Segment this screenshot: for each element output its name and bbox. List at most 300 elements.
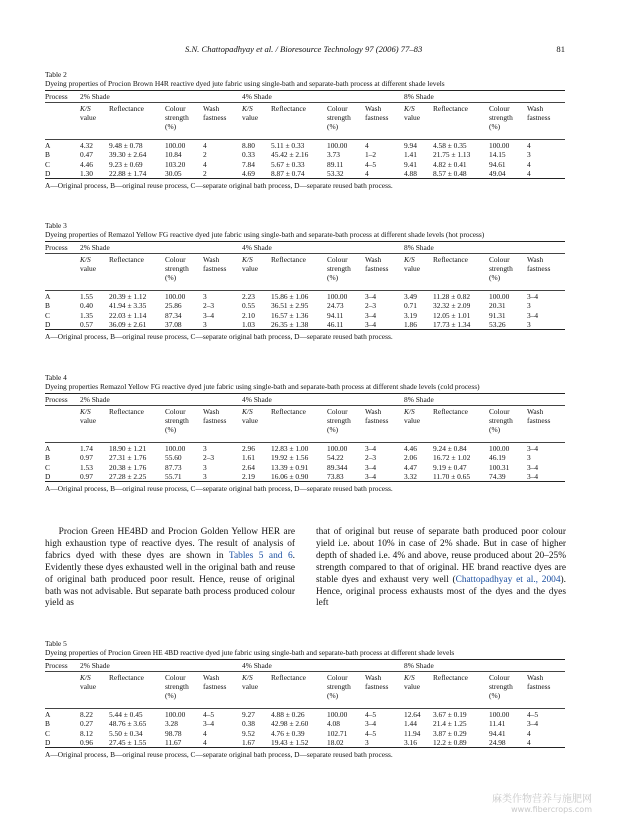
table-cell: 3: [203, 292, 207, 301]
shade-group-header: 8% Shade: [404, 92, 434, 101]
table-cell: 55.71: [165, 471, 182, 481]
table-cell: 24.98: [489, 737, 506, 747]
column-header-line: Colour: [327, 407, 348, 416]
table-cell: 4–5: [203, 710, 215, 719]
column-header-line: strength: [489, 264, 513, 273]
column-header: [203, 407, 226, 425]
column-header: [203, 255, 226, 273]
table-cell: 17.73 ± 1.34: [433, 319, 471, 329]
table-cell: 1.86: [404, 319, 417, 329]
column-header-line: Reflectance: [271, 407, 306, 416]
table-cell: 3–4: [365, 462, 377, 472]
table-cell: 8.57 ± 0.48: [433, 168, 467, 178]
column-header-line: fastness: [365, 113, 389, 122]
table-cell: 27.45 ± 1.55: [109, 737, 147, 747]
table-cell: 8.12: [80, 728, 93, 738]
table-cell: 9.27: [242, 710, 255, 719]
table-footnote: A—Original process, B—original reuse process, C—separate original bath process, D—separate reused bath process.: [45, 181, 393, 191]
table-cell: 21.4 ± 1.25: [433, 719, 467, 729]
column-header-line: K/S: [404, 407, 415, 416]
column-header-line: value: [80, 682, 97, 691]
page-number: 81: [556, 44, 565, 54]
column-header-line: (%): [327, 122, 339, 131]
table-cell: 5.11 ± 0.33: [271, 141, 305, 150]
table-cell: 12.05 ± 1.01: [433, 310, 471, 320]
table-cell: 3: [527, 319, 531, 329]
table-cell: 20.31: [489, 301, 506, 311]
column-header-line: fastness: [365, 264, 389, 273]
row-process-label: C: [45, 310, 50, 320]
table-cell: 8.22: [80, 710, 93, 719]
table-cell: 100.00: [489, 444, 510, 453]
column-header-line: (%): [489, 691, 501, 700]
table-cell: 16.57 ± 1.36: [271, 310, 309, 320]
column-header-line: strength: [489, 416, 513, 425]
body-text-right-part1: that of original but reuse of separate bath produced poor colour yield i.e. about 10% in case of 2% shade. But in case of higher depth of shaded i.e. 4% and above, reuse produced about 20–25% strength compared to that of original. HE brand reactive dyes are stable dyes and exhaust very well (: [316, 527, 566, 585]
column-header: [433, 407, 468, 416]
table-cell: 100.00: [165, 710, 186, 719]
table-cell: 12.2 ± 0.89: [433, 737, 467, 747]
data-table: [45, 393, 565, 482]
body-text-right-part2: ). Hence, original process exhausts most of the dyes and the dyes left: [316, 574, 566, 609]
shade-group-header: 8% Shade: [404, 243, 434, 252]
column-header-line: Colour: [165, 104, 186, 113]
table-cell: 94.11: [327, 310, 344, 320]
table-cell: 2.10: [242, 310, 255, 320]
column-header-line: strength: [489, 682, 513, 691]
table-cell: 10.84: [165, 150, 182, 160]
table-cell: 4–5: [365, 728, 377, 738]
table-row: [45, 710, 565, 719]
column-header-line: strength: [327, 113, 351, 122]
column-header-line: Wash: [527, 104, 544, 113]
table-cell: 4.88: [404, 168, 417, 178]
table-cell: 15.86 ± 1.06: [271, 292, 309, 301]
column-header-line: Reflectance: [109, 673, 144, 682]
column-header-line: Reflectance: [433, 407, 468, 416]
body-text-left-part2: . Evidently these dyes exhausted well in the original bath and reuse of original bath produced poor result. Hence, reuse of original bath was not advisable. But separate bath process produced colour yield as: [45, 550, 295, 609]
table-cell: 55.60: [165, 453, 182, 463]
table-caption: Dyeing properties of Remazol Yellow FG reactive dyed jute fabric using single-bath and separate-bath process at different shade levels (hot process): [45, 230, 485, 239]
table-cell: 9.24 ± 0.84: [433, 444, 467, 453]
table-cell: 3: [365, 737, 369, 747]
table-cell: 100.00: [165, 444, 186, 453]
column-header: [327, 104, 351, 131]
table-cell: 18.90 ± 1.21: [109, 444, 147, 453]
column-header-line: fastness: [203, 682, 227, 691]
table-cell: 9.94: [404, 141, 417, 150]
column-header-line: (%): [165, 425, 177, 434]
column-header: [242, 407, 258, 425]
table-cell: 3.73: [327, 150, 340, 160]
table-cell: 18.02: [327, 737, 344, 747]
column-header-line: strength: [327, 682, 351, 691]
table-cell: 3–4: [527, 444, 539, 453]
table-cell: 53.32: [327, 168, 344, 178]
table-cell: 8.87 ± 0.74: [271, 168, 305, 178]
process-header: Process: [45, 661, 68, 670]
column-header-line: K/S: [80, 104, 91, 113]
row-process-label: B: [45, 150, 50, 160]
column-header-line: (%): [327, 273, 339, 282]
column-header-line: Colour: [165, 255, 186, 264]
column-header-line: fastness: [527, 682, 551, 691]
table-cell: 3–4: [527, 719, 539, 729]
table-block: [45, 373, 565, 493]
table-cell: 0.97: [80, 471, 93, 481]
table-cell: 100.00: [165, 292, 186, 301]
table-cell: 1.30: [80, 168, 93, 178]
data-table: [45, 659, 565, 748]
table-row: [45, 444, 565, 453]
column-header-line: value: [80, 113, 97, 122]
process-header: Process: [45, 395, 68, 404]
row-process-label: B: [45, 453, 50, 463]
table-cell: 100.31: [489, 462, 510, 472]
table-row: [45, 719, 565, 728]
table-cell: 87.73: [165, 462, 182, 472]
column-header: [165, 673, 189, 700]
column-header: [404, 104, 420, 122]
table-cell: 3–4: [365, 310, 377, 320]
table-cell: 3: [203, 319, 207, 329]
table-cell: 4: [527, 159, 531, 169]
watermark-line2: www.fibercrops.com: [511, 805, 592, 814]
table-cell: 0.71: [404, 301, 417, 311]
table-cell: 0.97: [80, 453, 93, 463]
table-footnote: A—Original process, B—original reuse process, C—separate original bath process, D—separate reused bath process.: [45, 484, 393, 494]
table-row: [45, 169, 565, 178]
row-process-label: D: [45, 319, 51, 329]
table-cell: 2.64: [242, 462, 255, 472]
table-cell: 3.16: [404, 737, 417, 747]
table-cell: 1.35: [80, 310, 93, 320]
column-header-line: Reflectance: [433, 104, 468, 113]
row-process-label: B: [45, 301, 50, 311]
table-cell: 36.51 ± 2.95: [271, 301, 309, 311]
column-header: [527, 407, 550, 425]
table-cell: 4.46: [80, 159, 93, 169]
column-header-line: strength: [327, 416, 351, 425]
column-header-line: strength: [165, 682, 189, 691]
table-row: [45, 463, 565, 472]
shade-group-header: 2% Shade: [80, 243, 110, 252]
column-header: [165, 407, 189, 434]
column-header-line: fastness: [203, 264, 227, 273]
column-header-line: Colour: [327, 104, 348, 113]
table-row: [45, 453, 565, 462]
table-cell: 2.06: [404, 453, 417, 463]
table-cell: 46.19: [489, 453, 506, 463]
table-cell: 100.00: [327, 444, 348, 453]
column-header-line: fastness: [365, 416, 389, 425]
table-cell: 4: [527, 168, 531, 178]
table-cell: 1.61: [242, 453, 255, 463]
table-cell: 32.32 ± 2.09: [433, 301, 471, 311]
table-cell: 4: [203, 141, 207, 150]
column-header-line: Wash: [365, 407, 382, 416]
column-header: [327, 673, 351, 700]
table-body: [45, 708, 565, 747]
row-process-label: D: [45, 471, 51, 481]
table-cell: 9.41: [404, 159, 417, 169]
column-header: [203, 673, 226, 691]
column-header: [109, 673, 144, 682]
row-process-label: C: [45, 159, 50, 169]
table-cell: 0.55: [242, 301, 255, 311]
table-cell: 4.76 ± 0.39: [271, 728, 305, 738]
column-header-line: (%): [165, 273, 177, 282]
column-header-line: Wash: [527, 407, 544, 416]
shade-group-header: 4% Shade: [242, 243, 272, 252]
table-subheader-row: [45, 671, 565, 708]
column-header: [165, 104, 189, 131]
table-cell: 89.11: [327, 159, 344, 169]
column-header: [365, 255, 388, 273]
table-cell: 3: [527, 150, 531, 160]
table-cell: 94.41: [489, 728, 506, 738]
column-header-line: strength: [327, 264, 351, 273]
row-process-label: B: [45, 719, 50, 729]
table-cell: 3–4: [527, 310, 539, 320]
table-cell: 100.00: [327, 710, 348, 719]
table-cell: 89.344: [327, 462, 348, 472]
table-caption: Dyeing properties of Procion Brown H4R reactive dyed jute fabric using single-bath and separate-bath process at different shade levels: [45, 79, 445, 88]
column-header-line: Wash: [527, 255, 544, 264]
table-caption: Dyeing properties of Procion Green HE 4BD reactive dyed jute fabric using single-bath and separate-bath process at different shade levels: [45, 648, 455, 657]
column-header: [271, 673, 306, 682]
column-header-line: value: [404, 113, 421, 122]
table-cell: 12.83 ± 1.00: [271, 444, 309, 453]
table-cell: 3–4: [203, 310, 215, 320]
table-cell: 2.23: [242, 292, 255, 301]
table-footnote: A—Original process, B—original reuse process, C—separate original bath process, D—separate reused bath process.: [45, 332, 393, 342]
table-cell: 91.31: [489, 310, 506, 320]
table-cell: 45.42 ± 2.16: [271, 150, 309, 160]
table-cell: 9.19 ± 0.47: [433, 462, 467, 472]
table-cell: 3–4: [527, 462, 539, 472]
table-cell: 3: [203, 471, 207, 481]
table-cell: 100.00: [165, 141, 186, 150]
row-process-label: A: [45, 141, 51, 150]
table-cell: 1.41: [404, 150, 417, 160]
table-cell: 4: [203, 159, 207, 169]
column-header-line: (%): [327, 425, 339, 434]
column-header: [527, 673, 550, 691]
table-cell: 14.15: [489, 150, 506, 160]
column-header: [271, 407, 306, 416]
column-header: [433, 104, 468, 113]
table-cell: 100.00: [489, 141, 510, 150]
table-row: [45, 320, 565, 329]
table-cell: 94.61: [489, 159, 506, 169]
table-cell: 3–4: [527, 471, 539, 481]
column-header: [327, 407, 351, 434]
table-cell: 21.75 ± 1.13: [433, 150, 471, 160]
table-cell: 4.47: [404, 462, 417, 472]
table-subheader-row: [45, 102, 565, 139]
column-header-line: Colour: [165, 673, 186, 682]
column-header-line: value: [404, 416, 421, 425]
table-cell: 37.08: [165, 319, 182, 329]
table-cell: 12.64: [404, 710, 421, 719]
column-header-line: value: [404, 682, 421, 691]
table-cell: 98.78: [165, 728, 182, 738]
table-cell: 4: [203, 737, 207, 747]
table-cell: 27.28 ± 2.25: [109, 471, 147, 481]
table-cell: 0.27: [80, 719, 93, 729]
table-cell: 3–4: [365, 471, 377, 481]
table-cell: 1.67: [242, 737, 255, 747]
column-header: [109, 407, 144, 416]
table-cell: 3.28: [165, 719, 178, 729]
table-cell: 2–3: [203, 301, 215, 311]
table-cell: 1.55: [80, 292, 93, 301]
table-cell: 25.86: [165, 301, 182, 311]
table-cell: 4.46: [404, 444, 417, 453]
table-cell: 20.39 ± 1.12: [109, 292, 147, 301]
column-header-line: K/S: [80, 673, 91, 682]
column-header: [404, 673, 420, 691]
column-header-line: (%): [489, 122, 501, 131]
table-cell: 4.88 ± 0.26: [271, 710, 305, 719]
column-header: [489, 255, 513, 282]
column-header-line: K/S: [404, 673, 415, 682]
table-cell: 100.00: [327, 292, 348, 301]
column-header: [271, 255, 306, 264]
shade-group-header: 2% Shade: [80, 395, 110, 404]
column-header-line: fastness: [527, 264, 551, 273]
column-header: [404, 255, 420, 273]
table-cell: 4.08: [327, 719, 340, 729]
table-cell: 3–4: [527, 292, 539, 301]
column-header-line: (%): [489, 273, 501, 282]
body-text-left-part1: Procion Green HE4BD and Procion Golden Yellow HER are high exhaustion type of reactive dyes. The result of analysis of fabrics dyed with these dyes are shown in: [45, 527, 295, 561]
table-subheader-row: [45, 405, 565, 442]
column-header: [489, 673, 513, 700]
table-cell: 27.31 ± 1.76: [109, 453, 147, 463]
row-process-label: A: [45, 292, 51, 301]
row-process-label: C: [45, 728, 50, 738]
table-cell: 16.06 ± 0.90: [271, 471, 309, 481]
column-header-line: Wash: [365, 673, 382, 682]
table-cell: 48.76 ± 3.65: [109, 719, 147, 729]
table-header-row: [45, 660, 565, 671]
table-cell: 4.32: [80, 141, 93, 150]
table-cell: 2–3: [365, 453, 377, 463]
table-footnote: A—Original process, B—original reuse process, C—separate original bath process, D—separate reused bath process.: [45, 750, 393, 760]
table-cell: 11.67: [165, 737, 182, 747]
running-title: S.N. Chattopadhyay et al. / Bioresource Technology 97 (2006) 77–83: [185, 44, 423, 54]
table-header-row: [45, 91, 565, 102]
shade-group-header: 8% Shade: [404, 661, 434, 670]
citation-link[interactable]: Chattopadhyay et al., 2004: [455, 574, 561, 585]
table-cell: 42.98 ± 2.60: [271, 719, 309, 729]
column-header-line: fastness: [527, 416, 551, 425]
table-cell: 4–5: [527, 710, 539, 719]
table-cell: 2–3: [365, 301, 377, 311]
table-cell: 3–4: [365, 719, 377, 729]
column-header: [80, 255, 96, 273]
column-header: [527, 255, 550, 273]
table-cell: 9.23 ± 0.69: [109, 159, 143, 169]
table-cell: 5.44 ± 0.45: [109, 710, 143, 719]
column-header: [489, 407, 513, 434]
running-header: [45, 44, 565, 58]
column-header-line: Colour: [489, 255, 510, 264]
table-cell: 9.48 ± 0.78: [109, 141, 143, 150]
column-header-line: Wash: [365, 104, 382, 113]
table-cell: 2–3: [203, 453, 215, 463]
table-cell: 0.38: [242, 719, 255, 729]
table-reference-link[interactable]: Tables 5 and 6: [228, 550, 293, 561]
table-cell: 13.39 ± 0.91: [271, 462, 309, 472]
table-cell: 11.70 ± 0.65: [433, 471, 471, 481]
table-cell: 19.92 ± 1.56: [271, 453, 309, 463]
table-row: [45, 311, 565, 320]
table-cell: 4: [527, 141, 531, 150]
table-cell: 24.73: [327, 301, 344, 311]
column-header-line: K/S: [242, 255, 253, 264]
table-cell: 3.87 ± 0.29: [433, 728, 467, 738]
column-header-line: strength: [165, 416, 189, 425]
column-header: [242, 673, 258, 691]
column-header-line: Colour: [489, 673, 510, 682]
table-cell: 22.03 ± 1.14: [109, 310, 147, 320]
table-row: [45, 292, 565, 301]
row-process-label: A: [45, 710, 51, 719]
column-header-line: Colour: [327, 673, 348, 682]
column-header-line: Wash: [203, 673, 220, 682]
table-subheader-row: [45, 253, 565, 290]
column-header-line: K/S: [242, 673, 253, 682]
column-header-line: Reflectance: [109, 407, 144, 416]
table-cell: 4.58 ± 0.35: [433, 141, 467, 150]
column-header: [80, 104, 96, 122]
column-header-line: Reflectance: [109, 104, 144, 113]
table-block: [45, 70, 565, 190]
column-header-line: K/S: [242, 104, 253, 113]
table-cell: 4.82 ± 0.41: [433, 159, 467, 169]
table-body: [45, 290, 565, 329]
column-header-line: value: [404, 264, 421, 273]
table-cell: 5.67 ± 0.33: [271, 159, 305, 169]
table-header-row: [45, 394, 565, 405]
table-cell: 100.00: [489, 710, 510, 719]
table-cell: 8.80: [242, 141, 255, 150]
table-cell: 5.50 ± 0.34: [109, 728, 143, 738]
row-process-label: D: [45, 737, 51, 747]
shade-group-header: 4% Shade: [242, 661, 272, 670]
row-process-label: C: [45, 462, 50, 472]
table-label: Table 2: [45, 70, 67, 79]
table-cell: 46.11: [327, 319, 344, 329]
column-header-line: strength: [165, 113, 189, 122]
watermark-line1: 麻类作物营养与施肥网: [492, 794, 592, 805]
table-row: [45, 141, 565, 150]
table-cell: 0.47: [80, 150, 93, 160]
table-label: Table 5: [45, 639, 67, 648]
table-cell: 16.72 ± 1.02: [433, 453, 471, 463]
column-header: [80, 407, 96, 425]
data-table: [45, 241, 565, 330]
column-header-line: Reflectance: [271, 104, 306, 113]
table-row: [45, 150, 565, 159]
row-process-label: A: [45, 444, 51, 453]
table-cell: 36.09 ± 2.61: [109, 319, 147, 329]
column-header-line: value: [242, 264, 259, 273]
column-header: [327, 255, 351, 282]
